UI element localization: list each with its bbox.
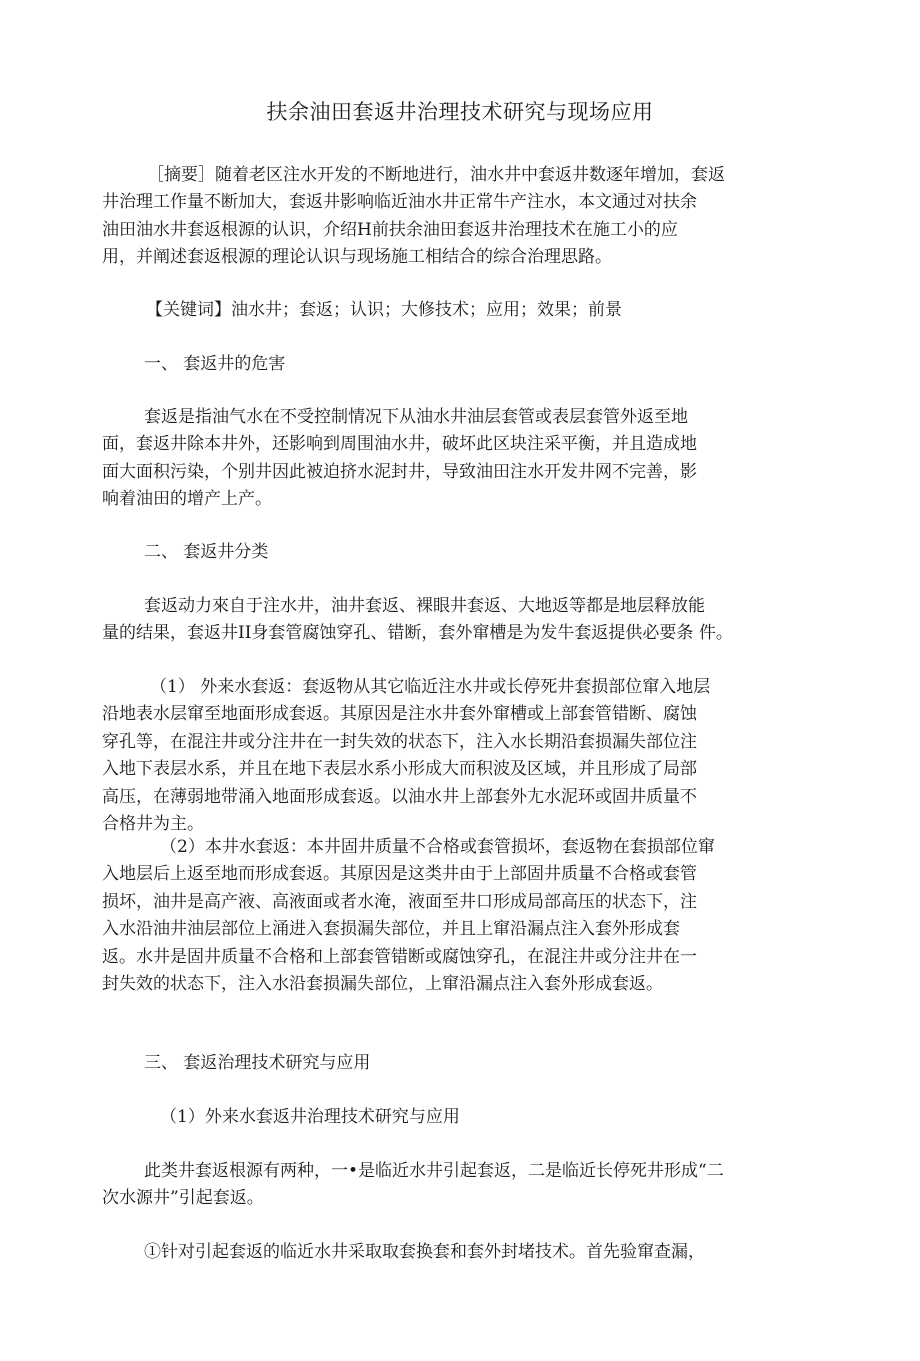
paragraph-line: 损坏，油井是高产液、高液面或者水淹，液面至井口形成局部高压的状态下，注	[102, 891, 697, 912]
abstract-line: 用，并阐述套返根源的理论认识与现场施工相结合的综合治理思路。	[102, 247, 612, 268]
paragraph-line: 次水源井”引起套返。	[102, 1188, 264, 1209]
paragraph-line: 沿地表水层窜至地面形成套返。其原因是注水井套外窜槽或上部套管错断、腐蚀	[102, 704, 697, 725]
abstract-line: 井治理工作量不断加大，套返井影响临近油水井正常牛产注水，本文通过对扶余	[102, 192, 697, 213]
paragraph-line: 套返动力來自于注水井，油井套返、裸眼井套返、大地返等都是地层释放能	[144, 596, 705, 616]
section-heading-1: 一、 套返井的危害	[144, 354, 286, 374]
section2-item-2	[102, 834, 802, 998]
paragraph-line: 合格井为主。	[102, 814, 204, 835]
paragraph-line: 此类井套返根源有两种，一•是临近水井引起套返，二是临近长停死井形成“二	[144, 1161, 724, 1181]
paragraph-line: 量的结果，套返井II身套管腐蚀穿孔、错断，套外窜槽是为发牛套返提供必要条 件。	[102, 623, 733, 644]
section-heading-2: 二、 套返井分类	[144, 542, 269, 562]
section2-item-1	[102, 674, 802, 838]
abstract-line: ［摘要］随着老区注水开发的不断地进行，油水井中套返井数逐年增加，套返	[147, 165, 725, 185]
paragraph-line: （2）本井水套返：本井固井质量不合格或套管损坏，套返物在套损部位窜	[160, 837, 715, 857]
keywords: 【关键词】油水井；套返；认识；大修技术；应用；效果；前景	[146, 300, 622, 320]
abstract-paragraph	[102, 162, 802, 272]
paragraph-line: 穿孔等，在混注井或分注井在一封失效的状态下，注入水长期沿套损漏失部位注	[102, 731, 697, 752]
paragraph-line: 套返是指油气水在不受控制情况下从油水井油层套管或表层套管外返至地	[144, 407, 688, 427]
paragraph-line: 高压，在薄弱地带涌入地面形成套返。以油水井上部套外尢水泥环或固井质量不	[102, 786, 697, 807]
section2-paragraph	[102, 593, 802, 648]
paragraph-line: 入地下表层水系，并且在地下表层水系小形成大而积波及区域，并且形成了局部	[102, 759, 697, 780]
abstract-line: 油田油水井套返根源的认识，介绍H前扶余油田套返井治理技术在施工小的应	[102, 219, 678, 240]
paragraph-line: 面大面积污染，个别井因此被迫挤水泥封井，导致油田注水开发井网不完善，影	[102, 461, 697, 482]
section-heading-3: 三、 套返治理技术研究与应用	[144, 1053, 371, 1073]
paragraph-line: （1） 外来水套返：套返物从其它临近注水井或长停死井套损部位窜入地层	[150, 677, 711, 697]
paragraph-line: 入水沿油井油层部位上涌进入套损漏失部位，并且上窜沿漏点注入套外形成套	[102, 919, 680, 940]
paragraph-line: 入地层后上返至地而形成套返。其原因是这类井由于上部固井质量不合格或套管	[102, 864, 697, 885]
section3-item-1	[102, 1239, 802, 1266]
section3-paragraph	[102, 1158, 802, 1213]
page-title: 扶余油田套返井治理技术研究与现场应用	[266, 100, 654, 124]
paragraph-line: 返。水井是固井质量不合格和上部套管错断或腐蚀穿孔，在混注井或分注井在一	[102, 946, 697, 967]
section1-paragraph	[102, 404, 802, 514]
paragraph-line: 封失效的状态下，注入水沿套损漏失部位，上窜沿漏点注入套外形成套返。	[102, 974, 663, 995]
paragraph-line: ①针对引起套返的临近水井采取取套换套和套外封堵技术。首先验窜查漏，	[144, 1242, 705, 1262]
paragraph-line: 面，套返井除本井外，还影响到周围油水井，破坏此区块注采平衡，并且造成地	[102, 434, 697, 455]
paragraph-line: 响着油田的增产上产。	[102, 489, 272, 510]
section3-subheading-1: （1）外来水套返井治理技术研究与应用	[160, 1107, 460, 1127]
